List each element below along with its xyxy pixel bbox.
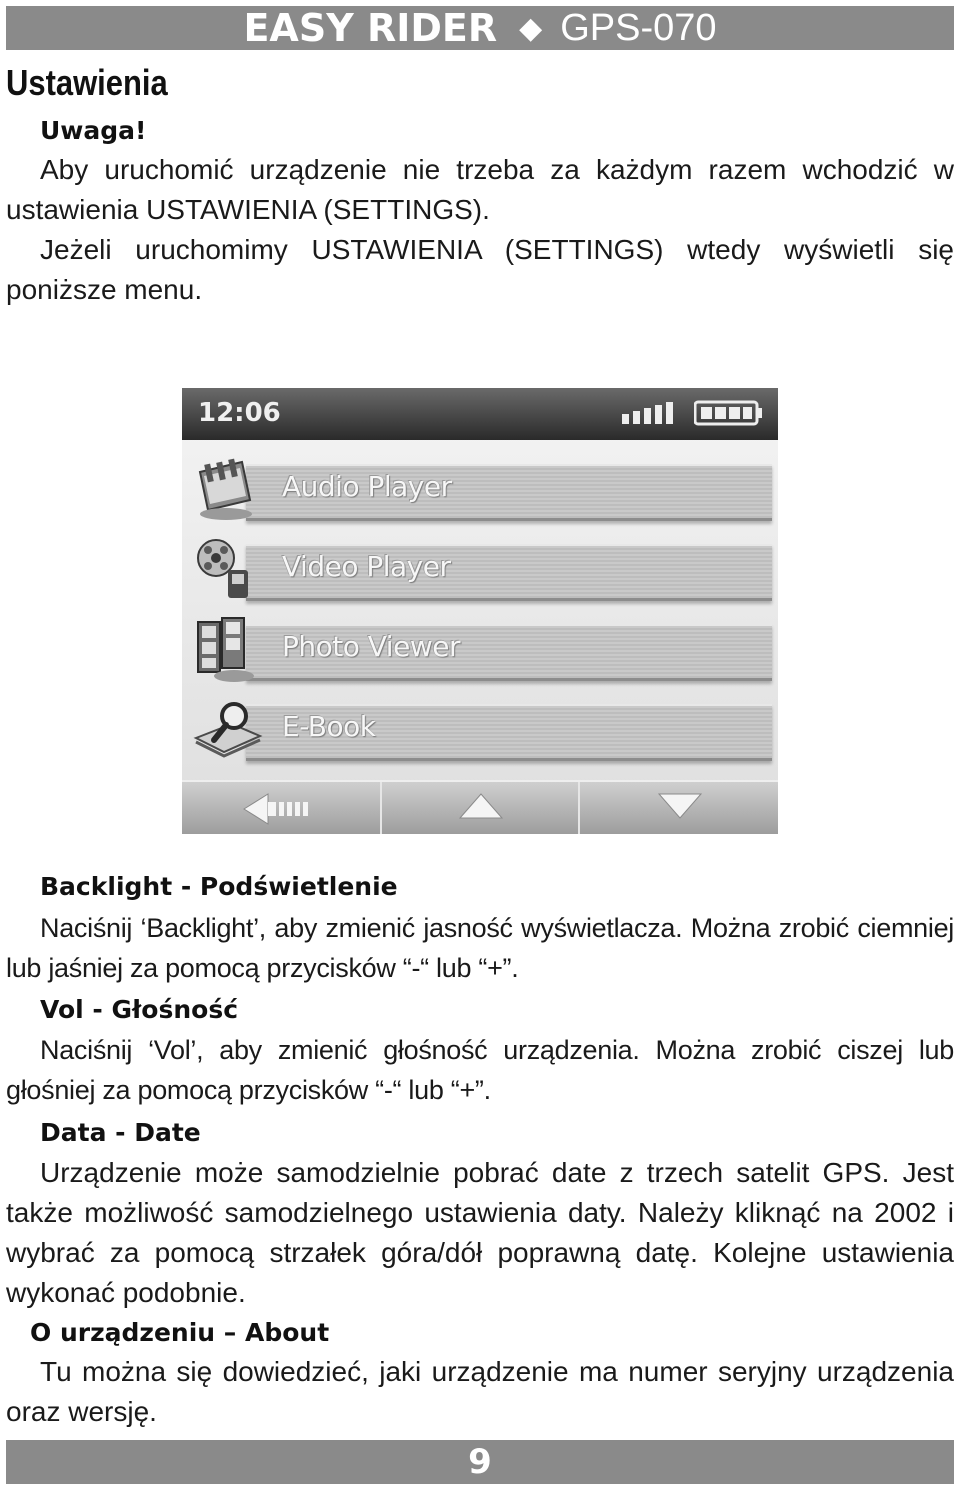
menu-item-video-player[interactable] (182, 530, 778, 610)
clock: 12:06 (198, 398, 281, 428)
section-title: Ustawienia (6, 62, 168, 103)
diamond-separator-icon: ◆ (519, 11, 543, 45)
section-text-volume: Naciśnij ‘Vol’, aby zmienić głośność urządzenia. Można zrobić ciszej lub głośniej za pomocą przycisków “-“ lub “+”. (6, 1035, 954, 1105)
section-text-date: Urządzenie może samodzielnie pobrać date z trzech satelit GPS. Jest także możliwość samodzielnego ustawienia daty. Należy kliknąć na 2002 i wybrać za pomocą strzałek góra/dół poprawną datę. Kolejne ustawienia wykonać podobnie. (6, 1157, 954, 1308)
up-button[interactable] (380, 782, 580, 834)
down-button[interactable] (578, 782, 778, 834)
menu-item-audio-player[interactable] (182, 450, 778, 530)
device-screenshot (182, 388, 778, 834)
note-paragraph-1: Aby uruchomić urządzenie nie trzeba za każdym razem wchodzić w ustawienia USTAWIENIA (SETTINGS). (6, 154, 954, 225)
photo-viewer-icon (192, 614, 264, 686)
menu-item-ebook[interactable] (182, 690, 778, 770)
audio-player-icon (192, 454, 264, 526)
ebook-icon (192, 694, 264, 766)
status-bar (182, 388, 778, 440)
menu-item-label: Audio Player (282, 470, 452, 503)
section-text-backlight: Naciśnij ‘Backlight’, aby zmienić jasność wyświetlacza. Można zrobić ciemniej lub jaśniej za pomocą przycisków “-“ lub “+”. (6, 913, 954, 983)
menu-item-label: Video Player (282, 550, 451, 583)
device-nav-bar (182, 780, 778, 834)
up-arrow-icon (382, 782, 580, 834)
back-button[interactable] (182, 782, 380, 834)
down-arrow-icon (580, 782, 778, 834)
model-name: GPS-070 (560, 6, 717, 49)
page-number: 9 (468, 1442, 492, 1482)
signal-strength-icon (620, 402, 680, 426)
section-heading-volume: Vol - Głośność (40, 995, 239, 1024)
section-heading-backlight: Backlight - Podświetlenie (40, 872, 398, 901)
back-arrow-icon (182, 782, 380, 834)
section-text-about: Tu można się dowiedzieć, jaki urządzenie ma numer seryjny urządzenia oraz wersję. (6, 1356, 954, 1427)
video-player-icon (192, 534, 264, 606)
battery-icon (694, 400, 764, 426)
menu-item-label: Photo Viewer (282, 630, 460, 663)
menu-item-photo-viewer[interactable] (182, 610, 778, 690)
note-paragraph-2: Jeżeli uruchomimy USTAWIENIA (SETTINGS) wtedy wyświetli się poniższe menu. (6, 234, 954, 305)
note-heading: Uwaga! (40, 116, 147, 145)
menu-item-label: E-Book (282, 710, 376, 743)
section-heading-date: Data - Date (40, 1118, 201, 1147)
brand-name: EASY RIDER (243, 6, 498, 50)
footer-bar (6, 1440, 954, 1484)
section-heading-about: O urządzeniu – About (30, 1318, 330, 1347)
header-bar (6, 6, 954, 50)
